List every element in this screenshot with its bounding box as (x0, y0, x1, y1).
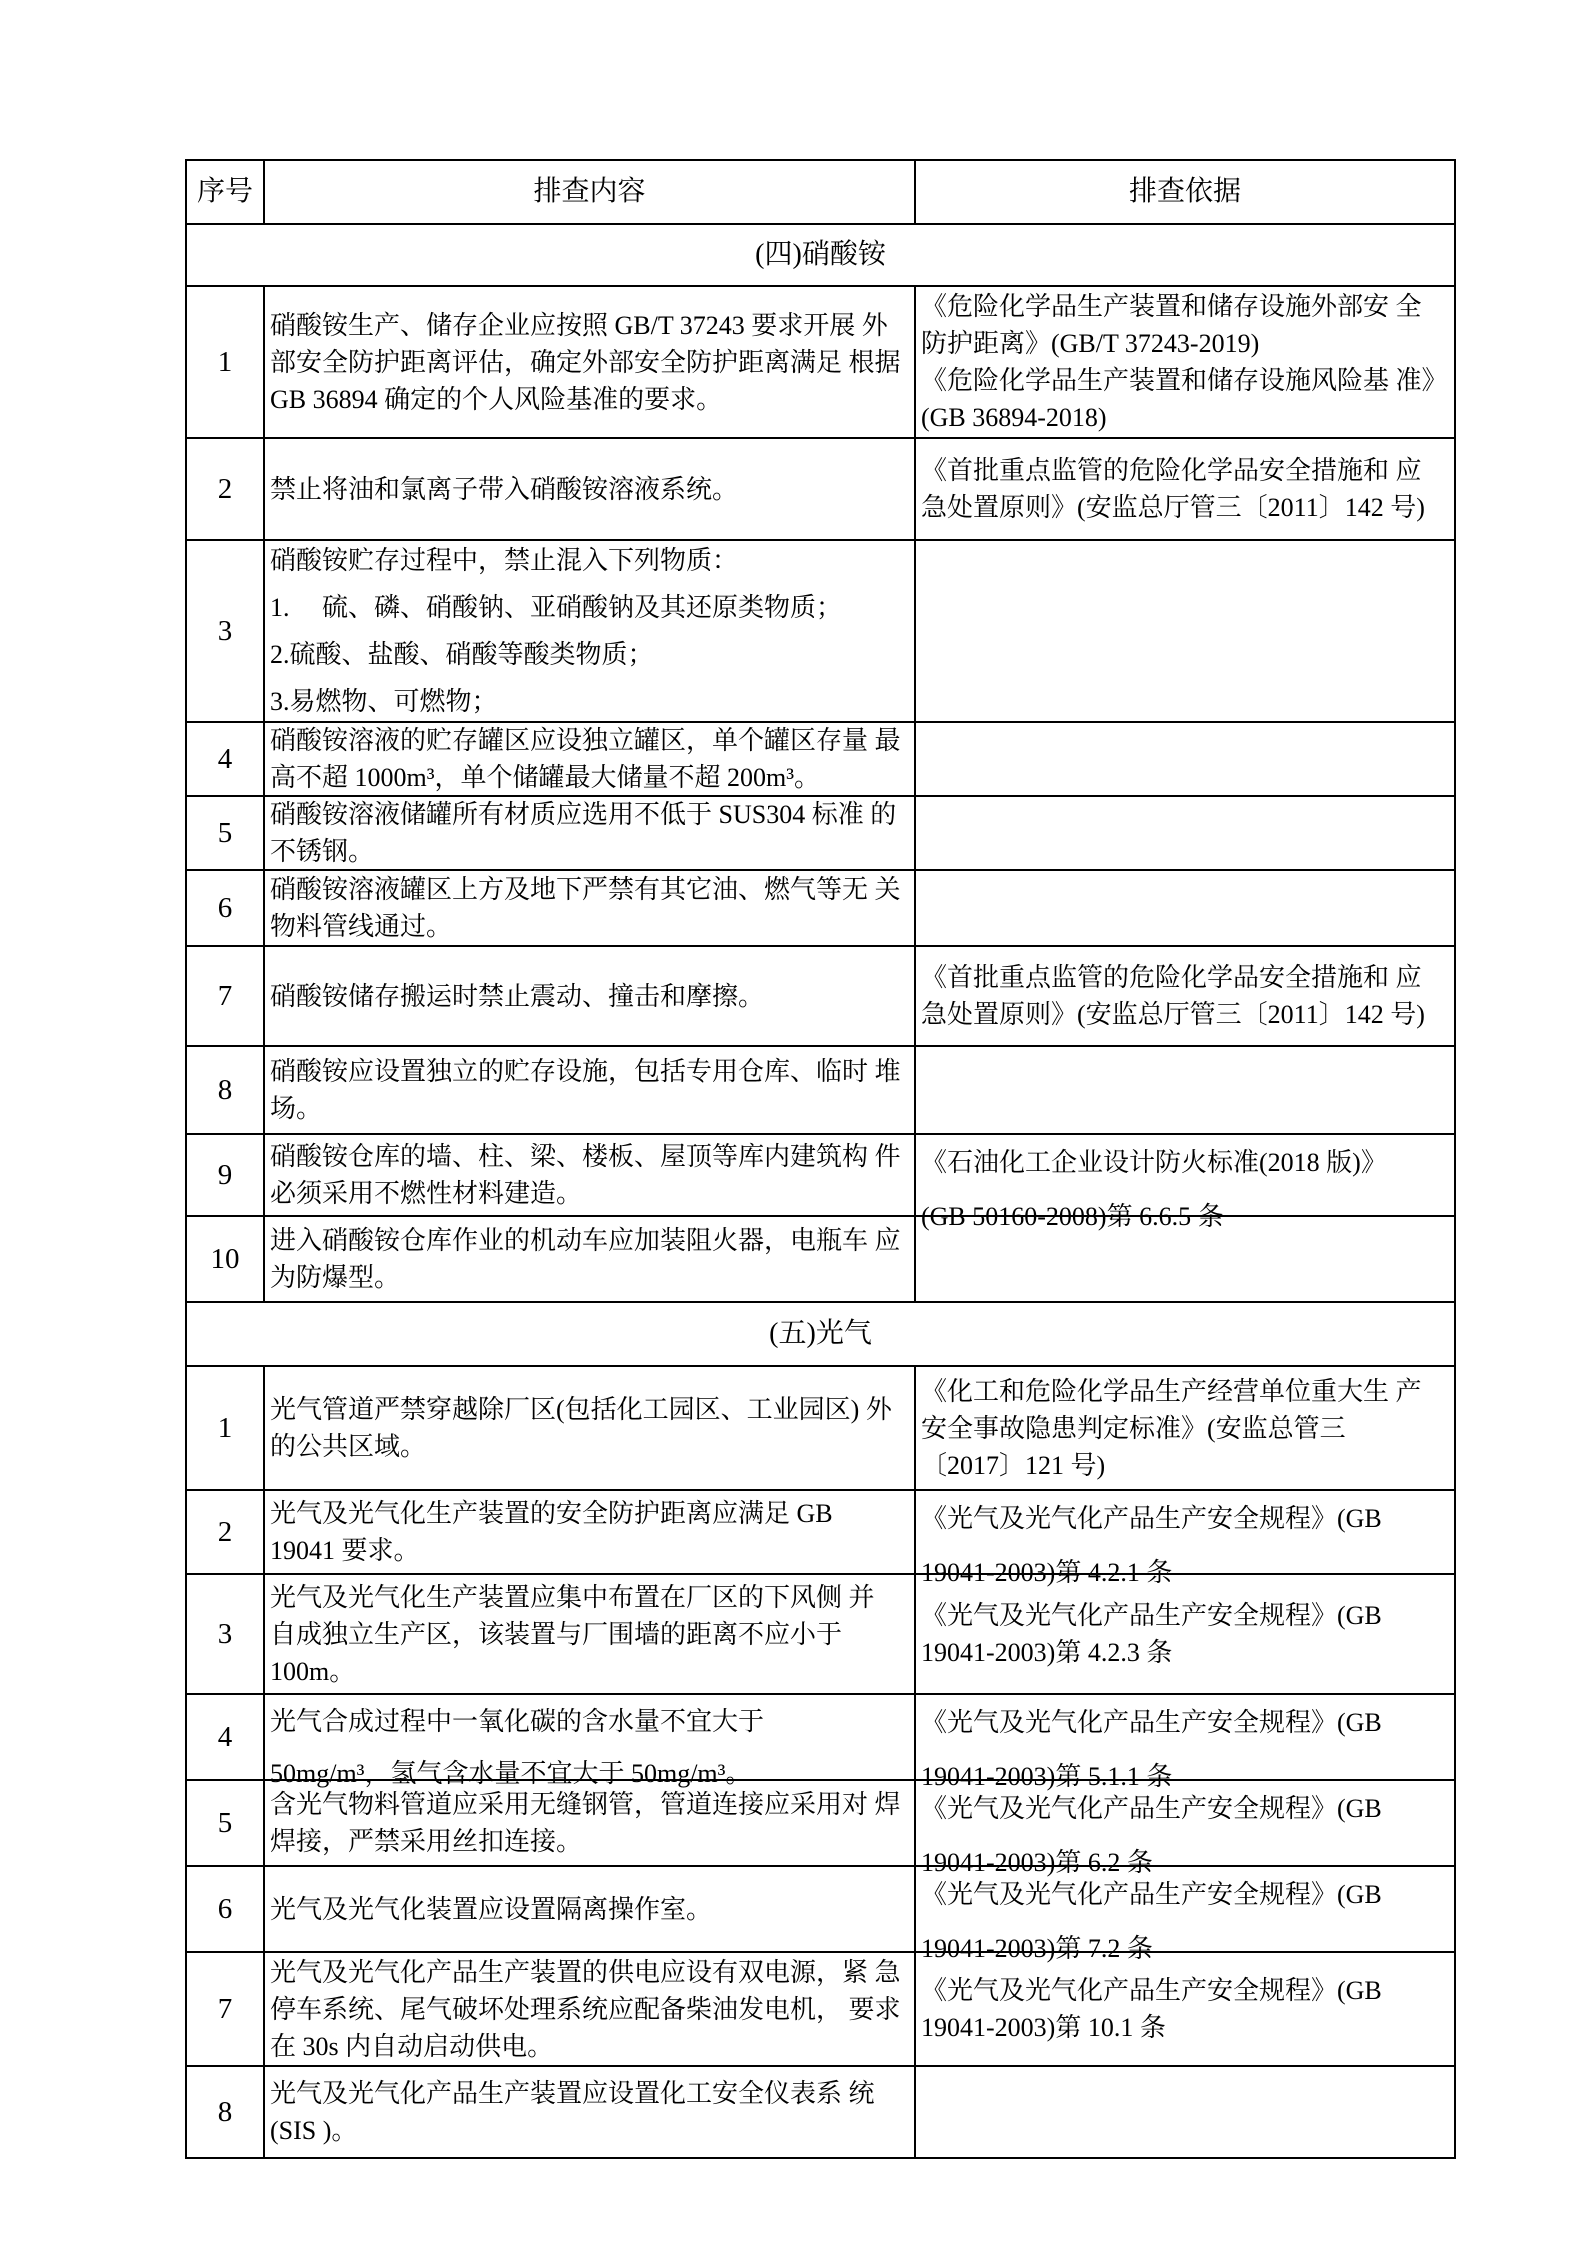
content-cell (264, 1574, 915, 1694)
text-line: 安全事故隐患判定标准》(安监总管三 (921, 1413, 1346, 1443)
text-line: 《化工和危险化学品生产经营单位重大生 产 (921, 1376, 1422, 1406)
inspection-table (185, 159, 1456, 2159)
content-cell (264, 1952, 915, 2066)
row-number-cell (186, 286, 264, 438)
table-row (186, 286, 1455, 438)
content-cell (264, 1134, 915, 1216)
text-line: 19041-2003)第 4.2.3 条 (921, 1638, 1173, 1667)
basis-cell (915, 1780, 1455, 1877)
column-header-basis (915, 160, 1455, 224)
basis-cell (915, 1046, 1455, 1134)
text-line: 19041-2003)第 7.2 条 (921, 1933, 1153, 1963)
text-line: 硝酸铵生产、储存企业应按照 GB/T 37243 要求开展 外 (270, 310, 888, 340)
table-row (186, 2066, 1455, 2158)
table-row (186, 1134, 1455, 1216)
text-line: 19041-2003)第 6.2 条 (921, 1847, 1153, 1877)
row-number: 6 (217, 1893, 233, 1925)
text-line: (GB 36894-2018) (921, 403, 1107, 432)
text-line: 必须采用不燃性材料建造。 (270, 1179, 583, 1208)
text-line: 1. 硫、磷、硝酸钠、亚硝酸钠及其还原类物质； (270, 593, 843, 622)
text-line: 停车系统、尾气破坏处理系统应配备柴油发电机， 要求 (270, 1994, 901, 2024)
table-row (186, 796, 1455, 870)
content-cell (264, 870, 915, 946)
basis-cell (915, 1866, 1455, 1963)
text-line: 《危险化学品生产装置和储存设施风险基 准》 (921, 366, 1448, 395)
basis-cell (915, 1366, 1455, 1490)
text-line: 19041-2003)第 5.1.1 条 (921, 1761, 1173, 1791)
text-line: 光气及光气化生产装置应集中布置在厂区的下风侧 并 (270, 1582, 875, 1612)
content-cell (264, 1366, 915, 1490)
text-line: 19041-2003)第 4.2.1 条 (921, 1557, 1173, 1587)
text-line: 《光气及光气化产品生产安全规程》(GB (921, 1707, 1382, 1737)
text-line: 场。 (270, 1094, 323, 1123)
content-cell (264, 796, 915, 870)
basis-cell (915, 438, 1455, 540)
text-line: 《危险化学品生产装置和储存设施外部安 全 (921, 292, 1422, 321)
table-row (186, 1780, 1455, 1866)
basis-cell (915, 1134, 1455, 1231)
text-line: 的公共区域。 (270, 1432, 427, 1461)
text-line: (SIS )。 (270, 2116, 358, 2145)
text-line: 硝酸铵溶液罐区上方及地下严禁有其它油、燃气等无 关 (270, 875, 901, 904)
table-row (186, 540, 1455, 722)
content-cell (264, 1694, 915, 1788)
row-number-cell (186, 1134, 264, 1216)
row-number-cell (186, 1574, 264, 1694)
row-number-cell (186, 1866, 264, 1952)
row-number-cell (186, 722, 264, 796)
text-line: 光气管道严禁穿越除厂区(包括化工园区、工业园区) 外 (270, 1395, 892, 1424)
basis-cell (915, 796, 1455, 870)
row-number: 5 (217, 817, 233, 849)
text-line: 100m。 (270, 1656, 356, 1686)
content-cell (264, 1490, 915, 1574)
table-row (186, 1866, 1455, 1952)
text-line: 在 30s 内自动启动供电。 (270, 2031, 554, 2061)
content-cell (264, 1780, 915, 1866)
section-row (186, 1302, 1455, 1366)
text-line: 光气及光气化产品生产装置应设置化工安全仪表系 统 (270, 2079, 875, 2108)
row-number-cell (186, 1952, 264, 2066)
text-line: 急处置原则》(安监总厅管三〔2011〕142 号) (921, 493, 1425, 522)
text-line: 硝酸铵仓库的墙、柱、梁、楼板、屋顶等库内建筑构 件 (270, 1142, 901, 1171)
text-line: 硝酸铵溶液的贮存罐区应设独立罐区，单个罐区存量 最 (270, 726, 901, 755)
text-line: 《石油化工企业设计防火标准(2018 版)》 (921, 1147, 1387, 1177)
row-number: 4 (217, 1721, 233, 1753)
table-row (186, 1490, 1455, 1574)
text-line: 50mg/m³，氢气含水量不宜大于 50mg/m³。 (270, 1758, 752, 1788)
row-number: 7 (217, 980, 233, 1012)
text-line: 19041-2003)第 10.1 条 (921, 2013, 1166, 2042)
table-row (186, 438, 1455, 540)
table-row (186, 1694, 1455, 1780)
basis-cell (915, 1694, 1455, 1791)
content-cell (264, 540, 915, 722)
row-number: 6 (217, 892, 233, 924)
row-number: 8 (217, 2096, 233, 2128)
text-line: 急处置原则》(安监总厅管三〔2011〕142 号) (921, 1000, 1425, 1029)
content-cell (264, 2066, 915, 2158)
row-number-cell (186, 1366, 264, 1490)
text-line: 含光气物料管道应采用无缝钢管，管道连接应采用对 焊 (270, 1790, 901, 1819)
content-cell (264, 286, 915, 438)
text-line: 不锈钢。 (270, 837, 375, 866)
table-row (186, 722, 1455, 796)
column-header-label: 排查内容 (533, 176, 646, 207)
text-line: 《首批重点监管的危险化学品安全措施和 应 (921, 456, 1422, 485)
text-line: 光气及光气化装置应设置隔离操作室。 (270, 1894, 713, 1924)
table-row (186, 946, 1455, 1046)
section-title: (五)光气 (769, 1318, 872, 1349)
basis-cell (915, 722, 1455, 796)
row-number: 1 (217, 1412, 233, 1444)
row-number: 3 (217, 1618, 233, 1650)
content-cell (264, 722, 915, 796)
row-number-cell (186, 438, 264, 540)
text-line: 部安全防护距离评估，确定外部安全防护距离满足 根据 (270, 347, 901, 377)
row-number-cell (186, 1694, 264, 1780)
text-line: 3.易燃物、可燃物； (270, 687, 498, 716)
text-line: 焊接，严禁采用丝扣连接。 (270, 1827, 583, 1856)
text-line: 〔2017〕121 号) (921, 1450, 1106, 1480)
table-row (186, 1366, 1455, 1490)
basis-cell (915, 870, 1455, 946)
row-number: 5 (217, 1807, 233, 1839)
basis-cell (915, 2066, 1455, 2158)
basis-cell (915, 1490, 1455, 1587)
text-line: 《光气及光气化产品生产安全规程》(GB (921, 1879, 1382, 1909)
content-cell (264, 1216, 915, 1302)
row-number: 3 (217, 615, 233, 647)
text-line: 光气及光气化产品生产装置的供电应设有双电源，紧 急 (270, 1957, 901, 1987)
text-line: 《光气及光气化产品生产安全规程》(GB (921, 1976, 1382, 2005)
row-number: 2 (217, 473, 233, 505)
text-line: 为防爆型。 (270, 1263, 401, 1292)
text-line: 《首批重点监管的危险化学品安全措施和 应 (921, 963, 1422, 992)
column-header-label: 排查依据 (1128, 176, 1241, 207)
row-number-cell (186, 1490, 264, 1574)
text-line: 硝酸铵溶液储罐所有材质应选用不低于 SUS304 标准 的 (270, 800, 897, 829)
row-number: 4 (217, 743, 233, 775)
row-number: 2 (217, 1516, 233, 1548)
content-cell (264, 946, 915, 1046)
row-number-cell (186, 1216, 264, 1302)
text-line: 自成独立生产区，该装置与厂围墙的距离不应小于 (270, 1619, 843, 1649)
row-number: 9 (217, 1159, 233, 1191)
text-line: 硝酸铵贮存过程中，禁止混入下列物质： (270, 546, 739, 575)
text-line: 光气及光气化生产装置的安全防护距离应满足 GB (270, 1499, 833, 1528)
content-cell (264, 1046, 915, 1134)
text-line: 物料管线通过。 (270, 912, 453, 941)
text-line: 《光气及光气化产品生产安全规程》(GB (921, 1503, 1382, 1533)
row-number-cell (186, 1046, 264, 1134)
content-cell (264, 1866, 915, 1952)
column-header-no (186, 160, 264, 224)
row-number: 1 (217, 346, 233, 378)
section-title: (四)硝酸铵 (755, 239, 886, 270)
row-number-cell (186, 946, 264, 1046)
row-number: 10 (210, 1243, 240, 1275)
text-line: GB 36894 确定的个人风险基准的要求。 (270, 384, 723, 414)
table-header-row (186, 160, 1455, 224)
text-line: 高不超 1000m³，单个储罐最大储量不超 200m³。 (270, 763, 821, 792)
basis-cell (915, 540, 1455, 722)
row-number: 8 (217, 1074, 233, 1106)
row-number-cell (186, 1780, 264, 1866)
text-line: 《光气及光气化产品生产安全规程》(GB (921, 1601, 1382, 1630)
row-number-cell (186, 2066, 264, 2158)
text-line: 光气合成过程中一氧化碳的含水量不宜大于 (270, 1706, 765, 1736)
content-cell (264, 438, 915, 540)
section-cell (186, 1302, 1455, 1366)
text-line: 硝酸铵储存搬运时禁止震动、撞击和摩擦。 (270, 981, 765, 1011)
text-line: 19041 要求。 (270, 1536, 420, 1565)
basis-cell (915, 946, 1455, 1046)
row-number-cell (186, 870, 264, 946)
text-line: 硝酸铵应设置独立的贮存设施，包括专用仓库、临时 堆 (270, 1057, 901, 1086)
basis-cell (915, 286, 1455, 438)
column-header-content (264, 160, 915, 224)
text-line: (GB 50160-2008)第 6.6.5 条 (921, 1201, 1224, 1231)
text-line: 防护距离》(GB/T 37243-2019) (921, 329, 1260, 358)
table-row (186, 1046, 1455, 1134)
section-cell (186, 224, 1455, 286)
table-row (186, 870, 1455, 946)
column-header-label: 序号 (196, 176, 253, 207)
section-row (186, 224, 1455, 286)
text-line: 进入硝酸铵仓库作业的机动车应加装阻火器，电瓶车 应 (270, 1226, 901, 1255)
text-line: 禁止将油和氯离子带入硝酸铵溶液系统。 (270, 474, 739, 504)
text-line: 2.硫酸、盐酸、硝酸等酸类物质； (270, 640, 654, 669)
row-number: 7 (217, 1993, 233, 2025)
text-line: 《光气及光气化产品生产安全规程》(GB (921, 1793, 1382, 1823)
row-number-cell (186, 540, 264, 722)
row-number-cell (186, 796, 264, 870)
